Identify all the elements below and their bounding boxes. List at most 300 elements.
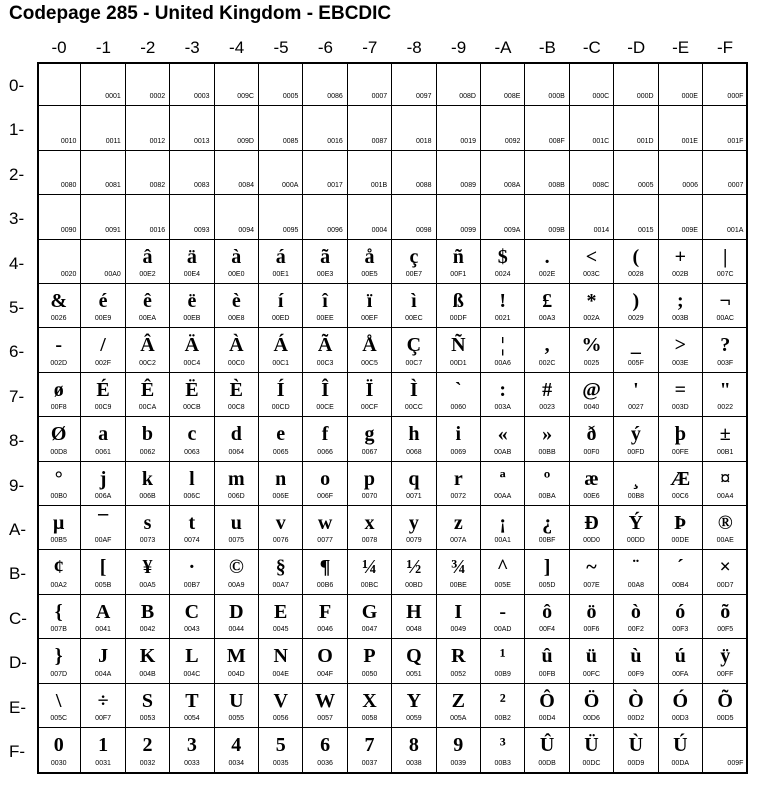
code-cell xyxy=(392,195,436,239)
code-cell xyxy=(614,151,658,195)
unicode-value: 0064 xyxy=(228,448,245,456)
code-cell xyxy=(525,284,569,328)
code-cell xyxy=(392,462,436,506)
character-glyph: p xyxy=(363,467,376,490)
code-cell xyxy=(392,639,436,683)
unicode-value: 0041 xyxy=(95,626,111,634)
code-cell xyxy=(437,328,481,372)
code-cell xyxy=(303,639,347,683)
code-cell xyxy=(481,151,525,195)
unicode-value: 00E0 xyxy=(228,270,245,278)
code-cell xyxy=(703,639,747,683)
code-cell xyxy=(525,106,569,150)
character-glyph: é xyxy=(98,290,108,312)
column-header: -1 xyxy=(95,38,111,57)
unicode-value: 00D0 xyxy=(583,537,600,545)
character-glyph: Z xyxy=(451,689,465,712)
code-cell xyxy=(481,373,525,417)
unicode-value: 0093 xyxy=(194,226,210,234)
unicode-value: 0073 xyxy=(139,537,156,545)
code-cell xyxy=(437,417,481,461)
code-cell xyxy=(259,506,303,550)
character-glyph: Î xyxy=(321,378,329,401)
character-glyph: Â xyxy=(140,334,155,357)
unicode-value: 00AA xyxy=(494,492,512,500)
code-cell xyxy=(481,240,525,284)
character-glyph: ¢ xyxy=(53,556,64,579)
character-glyph: ; xyxy=(676,290,684,312)
character-glyph: X xyxy=(362,689,377,712)
column-header: -0 xyxy=(51,38,67,57)
code-cell xyxy=(614,284,658,328)
unicode-value: 003F xyxy=(717,359,734,367)
unicode-value: 00B4 xyxy=(672,581,689,589)
character-glyph: F xyxy=(318,600,332,623)
unicode-value: 0054 xyxy=(184,714,200,722)
character-glyph: [ xyxy=(99,556,107,579)
code-cell xyxy=(259,728,303,772)
code-cell xyxy=(303,595,347,639)
code-cell xyxy=(170,195,214,239)
code-cell xyxy=(81,595,125,639)
character-glyph: h xyxy=(408,423,420,446)
code-cell xyxy=(525,462,569,506)
unicode-value: 00D8 xyxy=(50,448,68,456)
code-cell xyxy=(126,417,170,461)
code-cell xyxy=(37,595,81,639)
code-cell xyxy=(259,550,303,594)
code-cell xyxy=(703,462,747,506)
character-glyph: ¬ xyxy=(719,290,731,312)
unicode-value: 00B1 xyxy=(717,448,734,456)
character-glyph: ¿ xyxy=(542,512,553,534)
character-glyph: , xyxy=(544,334,550,357)
code-cell xyxy=(659,417,703,461)
unicode-value: 00D2 xyxy=(627,714,645,722)
code-cell xyxy=(37,328,81,372)
code-cell xyxy=(259,240,303,284)
character-glyph: ö xyxy=(586,600,597,623)
unicode-value: 007D xyxy=(50,670,68,678)
character-glyph: e xyxy=(276,423,286,446)
unicode-value: 00A5 xyxy=(139,581,156,589)
character-glyph: Ñ xyxy=(451,334,466,357)
unicode-value: 00F6 xyxy=(583,626,600,634)
code-cell xyxy=(215,506,259,550)
character-glyph: = xyxy=(674,378,686,401)
column-header: -4 xyxy=(229,38,245,57)
code-cell xyxy=(348,595,392,639)
code-cell xyxy=(348,506,392,550)
unicode-value: 00B7 xyxy=(183,581,201,589)
code-cell xyxy=(170,151,214,195)
code-cell xyxy=(170,240,214,284)
unicode-value: 0096 xyxy=(327,226,343,234)
character-glyph: à xyxy=(231,245,242,268)
code-cell xyxy=(570,151,614,195)
code-cell xyxy=(348,62,392,106)
code-cell xyxy=(570,284,614,328)
row-header: 4- xyxy=(9,253,25,273)
unicode-value: 00F2 xyxy=(627,626,644,634)
unicode-value: 0049 xyxy=(450,626,467,634)
code-cell xyxy=(481,106,525,150)
unicode-value: 0017 xyxy=(327,182,343,190)
character-glyph: ¤ xyxy=(720,467,731,490)
row-header: 2- xyxy=(9,164,25,184)
unicode-value: 00B2 xyxy=(494,714,511,722)
unicode-value: 0026 xyxy=(50,315,67,323)
character-glyph: µ xyxy=(52,512,65,534)
unicode-value: 00DE xyxy=(671,537,690,545)
code-cell xyxy=(614,417,658,461)
character-glyph: ° xyxy=(54,467,63,490)
character-glyph: } xyxy=(54,645,63,668)
unicode-value: 00C4 xyxy=(183,359,201,367)
code-cell xyxy=(303,684,347,728)
code-cell xyxy=(37,151,81,195)
character-glyph: á xyxy=(275,245,286,268)
unicode-value: 00E7 xyxy=(405,270,423,278)
unicode-value: 00B0 xyxy=(50,492,67,500)
unicode-value: 00E9 xyxy=(94,315,112,323)
unicode-value: 00C9 xyxy=(94,404,112,412)
code-cell xyxy=(481,195,525,239)
unicode-value: 00A9 xyxy=(228,581,245,589)
code-cell xyxy=(259,595,303,639)
unicode-value: 002E xyxy=(538,270,556,278)
code-cell xyxy=(215,151,259,195)
character-glyph: Ã xyxy=(317,334,333,357)
unicode-value: 0032 xyxy=(139,760,156,768)
unicode-value: 000C xyxy=(592,93,610,101)
code-cell xyxy=(437,728,481,772)
unicode-value: 0029 xyxy=(628,315,644,323)
unicode-value: 005D xyxy=(538,581,556,589)
character-glyph: Ú xyxy=(673,734,688,756)
character-glyph: A xyxy=(95,600,111,623)
character-glyph: j xyxy=(99,467,107,490)
character-glyph: T xyxy=(185,689,199,712)
code-cell xyxy=(570,595,614,639)
code-cell xyxy=(170,62,214,106)
code-cell xyxy=(215,106,259,150)
code-cell xyxy=(126,106,170,150)
code-cell xyxy=(437,684,481,728)
code-cell xyxy=(437,595,481,639)
character-glyph: : xyxy=(499,378,507,401)
code-cell xyxy=(81,284,125,328)
row-header: 8- xyxy=(9,431,25,451)
character-glyph: ¯ xyxy=(98,512,109,534)
unicode-value: 0038 xyxy=(406,760,422,768)
character-glyph: b xyxy=(141,423,154,446)
unicode-value: 0034 xyxy=(228,760,245,768)
code-cell xyxy=(170,550,214,594)
code-cell xyxy=(215,417,259,461)
unicode-value: 0031 xyxy=(95,760,111,768)
unicode-value: 00F5 xyxy=(717,626,734,634)
code-cell xyxy=(703,728,747,772)
unicode-value: 0051 xyxy=(406,670,422,678)
character-glyph: ~ xyxy=(586,556,597,579)
character-glyph: 1 xyxy=(98,734,109,756)
code-cell xyxy=(348,417,392,461)
unicode-value: 0033 xyxy=(184,760,200,768)
code-cell xyxy=(659,284,703,328)
code-cell xyxy=(37,684,81,728)
code-cell xyxy=(525,151,569,195)
code-cell xyxy=(259,195,303,239)
code-cell xyxy=(170,639,214,683)
character-glyph: l xyxy=(189,467,195,490)
code-cell xyxy=(481,462,525,506)
character-glyph: r xyxy=(453,467,463,490)
character-glyph: ¸ xyxy=(632,467,640,490)
code-cell xyxy=(348,151,392,195)
unicode-value: 00D9 xyxy=(627,760,645,768)
codepage-grid xyxy=(37,62,748,774)
code-cell xyxy=(614,62,658,106)
character-glyph: ä xyxy=(186,245,197,268)
unicode-value: 0050 xyxy=(361,670,378,678)
code-cell xyxy=(392,728,436,772)
character-glyph: ó xyxy=(675,600,686,623)
code-cell xyxy=(703,195,747,239)
code-cell xyxy=(126,151,170,195)
character-glyph: ´ xyxy=(676,556,684,579)
unicode-value: 0020 xyxy=(60,270,77,278)
unicode-value: 00F0 xyxy=(583,448,600,456)
character-glyph: ¶ xyxy=(319,556,331,579)
code-cell xyxy=(170,728,214,772)
code-cell xyxy=(37,728,81,772)
unicode-value: 0003 xyxy=(194,93,210,101)
unicode-value: 000F xyxy=(727,93,744,101)
code-cell xyxy=(659,728,703,772)
unicode-value: 00D4 xyxy=(538,714,556,722)
character-glyph: ¦ xyxy=(500,334,505,357)
character-glyph: Ë xyxy=(185,378,199,401)
character-glyph: U xyxy=(229,689,244,712)
code-cell xyxy=(215,728,259,772)
character-glyph: ë xyxy=(187,290,197,312)
character-glyph: s xyxy=(143,512,152,534)
code-cell xyxy=(215,550,259,594)
code-cell xyxy=(570,328,614,372)
unicode-value: 00B9 xyxy=(494,670,511,678)
unicode-value: 00FC xyxy=(582,670,601,678)
unicode-value: 0099 xyxy=(460,226,476,234)
unicode-value: 0046 xyxy=(317,626,333,634)
character-glyph: 2 xyxy=(142,734,153,756)
code-cell xyxy=(437,462,481,506)
unicode-value: 000A xyxy=(282,182,299,190)
character-glyph: ³ xyxy=(499,734,506,756)
unicode-value: 0067 xyxy=(361,448,378,456)
unicode-value: 00BE xyxy=(449,581,467,589)
character-glyph: Ä xyxy=(184,334,200,357)
unicode-value: 00AE xyxy=(716,537,734,545)
code-cell xyxy=(37,195,81,239)
unicode-value: 0014 xyxy=(593,226,610,234)
code-cell xyxy=(170,506,214,550)
character-glyph: / xyxy=(100,334,106,357)
unicode-value: 001E xyxy=(681,137,698,145)
unicode-value: 0094 xyxy=(238,226,254,234)
unicode-value: 00F7 xyxy=(95,714,112,722)
unicode-value: 00FF xyxy=(717,670,734,678)
unicode-value: 0058 xyxy=(361,714,378,722)
code-cell xyxy=(303,151,347,195)
unicode-value: 0078 xyxy=(361,537,378,545)
unicode-value: 00A0 xyxy=(104,270,121,278)
unicode-value: 0059 xyxy=(406,714,422,722)
code-cell xyxy=(392,417,436,461)
unicode-value: 006E xyxy=(272,492,289,500)
code-cell xyxy=(81,373,125,417)
code-cell xyxy=(659,151,703,195)
unicode-value: 0011 xyxy=(105,137,121,145)
column-header: -E xyxy=(672,38,690,57)
character-glyph: B xyxy=(140,600,155,623)
character-glyph: M xyxy=(226,645,246,668)
character-glyph: D xyxy=(229,600,244,623)
code-cell xyxy=(81,151,125,195)
code-cell xyxy=(437,550,481,594)
unicode-value: 0070 xyxy=(361,492,378,500)
character-glyph: ÿ xyxy=(720,645,731,668)
character-glyph: ß xyxy=(452,290,464,312)
unicode-value: 00D3 xyxy=(671,714,689,722)
character-glyph: ' xyxy=(633,378,639,401)
unicode-value: 004C xyxy=(183,670,201,678)
character-glyph: P xyxy=(363,645,376,668)
character-glyph: ¨ xyxy=(632,556,640,579)
character-glyph: Q xyxy=(406,645,422,668)
code-cell xyxy=(437,62,481,106)
code-cell xyxy=(703,506,747,550)
unicode-value: 0066 xyxy=(317,448,333,456)
unicode-value: 00F9 xyxy=(627,670,644,678)
unicode-value: 0015 xyxy=(638,226,654,234)
character-glyph: i xyxy=(455,423,462,446)
character-glyph: f xyxy=(321,423,329,446)
character-glyph: ¾ xyxy=(450,556,466,579)
character-glyph: I xyxy=(454,600,463,623)
character-glyph: À xyxy=(229,334,244,357)
code-cell xyxy=(570,462,614,506)
row-header: B- xyxy=(9,564,26,584)
unicode-value: 00A6 xyxy=(494,359,511,367)
unicode-value: 00C3 xyxy=(316,359,334,367)
code-cell xyxy=(126,62,170,106)
code-cell xyxy=(614,595,658,639)
unicode-value: 007E xyxy=(583,581,600,589)
unicode-value: 008A xyxy=(504,182,521,190)
character-glyph: - xyxy=(499,600,507,623)
code-cell xyxy=(303,284,347,328)
code-cell xyxy=(37,639,81,683)
unicode-value: 00A7 xyxy=(272,581,289,589)
character-glyph: S xyxy=(141,689,154,712)
character-glyph: 7 xyxy=(364,734,375,756)
unicode-value: 00E6 xyxy=(583,492,600,500)
unicode-value: 00A4 xyxy=(717,492,734,500)
unicode-value: 00D1 xyxy=(449,359,467,367)
unicode-value: 0060 xyxy=(450,404,467,412)
code-cell xyxy=(614,328,658,372)
code-cell xyxy=(126,240,170,284)
character-glyph: » xyxy=(542,423,553,446)
character-glyph: × xyxy=(719,556,731,579)
code-cell xyxy=(126,284,170,328)
code-cell xyxy=(659,462,703,506)
code-cell xyxy=(570,417,614,461)
character-glyph: º xyxy=(543,467,551,490)
unicode-value: 0039 xyxy=(450,760,467,768)
unicode-value: 00C7 xyxy=(405,359,423,367)
character-glyph: { xyxy=(54,600,63,623)
code-cell xyxy=(348,240,392,284)
unicode-value: 005E xyxy=(494,581,511,589)
unicode-value: 0081 xyxy=(105,182,121,190)
code-cell xyxy=(437,284,481,328)
code-cell xyxy=(392,373,436,417)
character-glyph: Ì xyxy=(409,378,418,401)
code-cell xyxy=(437,106,481,150)
code-cell xyxy=(259,462,303,506)
unicode-value: 00C0 xyxy=(227,359,245,367)
character-glyph: ^ xyxy=(496,556,509,579)
code-cell xyxy=(170,284,214,328)
character-glyph: Û xyxy=(539,734,555,756)
row-header: 9- xyxy=(9,475,25,495)
unicode-value: 0086 xyxy=(327,93,343,101)
unicode-value: 0007 xyxy=(371,93,388,101)
code-cell xyxy=(170,595,214,639)
code-cell xyxy=(126,195,170,239)
character-glyph: u xyxy=(230,512,242,534)
code-cell xyxy=(614,106,658,150)
unicode-value: 0075 xyxy=(228,537,245,545)
unicode-value: 001D xyxy=(636,137,654,145)
character-glyph: d xyxy=(230,423,242,446)
code-cell xyxy=(215,195,259,239)
code-cell xyxy=(303,506,347,550)
code-cell xyxy=(525,550,569,594)
code-cell xyxy=(37,284,81,328)
character-glyph: y xyxy=(408,512,419,534)
character-glyph: @ xyxy=(582,378,601,401)
character-glyph: N xyxy=(273,645,288,668)
unicode-value: 003B xyxy=(672,315,689,323)
unicode-value: 0021 xyxy=(494,315,511,323)
code-cell xyxy=(81,462,125,506)
character-glyph: Ò xyxy=(628,689,644,712)
code-cell xyxy=(126,462,170,506)
character-glyph: « xyxy=(497,423,508,446)
code-cell xyxy=(303,550,347,594)
character-glyph: Ù xyxy=(628,734,644,756)
unicode-value: 00E2 xyxy=(139,270,156,278)
character-glyph: ú xyxy=(674,645,686,668)
code-cell xyxy=(481,595,525,639)
unicode-value: 0025 xyxy=(583,359,600,367)
unicode-value: 001A xyxy=(727,226,744,234)
unicode-value: 0016 xyxy=(327,137,343,145)
unicode-value: 00F4 xyxy=(539,626,556,634)
